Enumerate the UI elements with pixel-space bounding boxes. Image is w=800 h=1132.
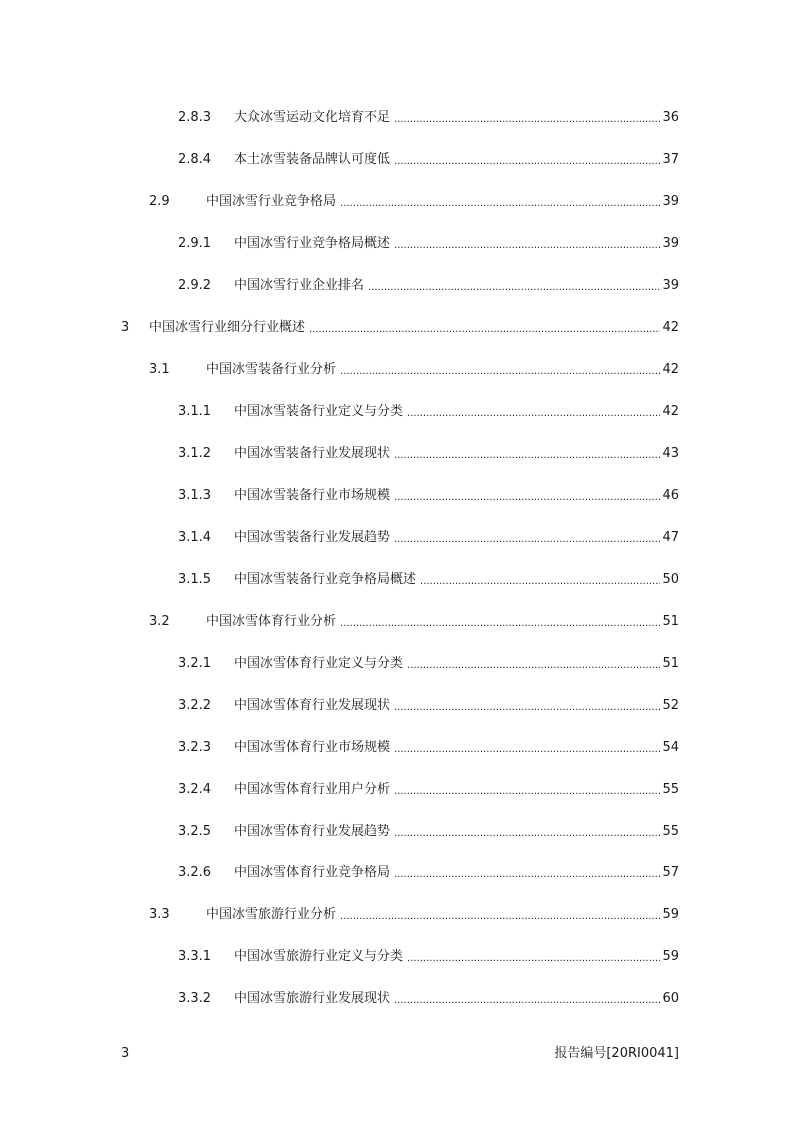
toc-entry-title: 中国冰雪体育行业发展现状 <box>234 698 391 713</box>
toc-entry-page: 36 <box>662 110 679 125</box>
toc-entry-title: 中国冰雪旅游行业发展现状 <box>234 991 391 1006</box>
toc-entry[interactable] <box>178 485 679 507</box>
toc-entry-number: 2.9 <box>149 194 170 209</box>
toc-leader-dots <box>407 948 660 970</box>
toc-entry-title: 中国冰雪体育行业定义与分类 <box>234 656 404 671</box>
toc-leader-dots <box>394 781 660 803</box>
toc-leader-dots <box>394 109 660 131</box>
toc-entry-title: 中国冰雪旅游行业分析 <box>206 907 337 922</box>
toc-entry-number: 3.1.1 <box>178 404 212 419</box>
toc-entry[interactable] <box>178 107 679 129</box>
toc-entry-page: 55 <box>662 782 679 797</box>
toc-entry-page: 50 <box>662 572 679 587</box>
toc-entry-number: 3.3 <box>149 907 170 922</box>
toc-entry-title: 中国冰雪装备行业竞争格局概述 <box>234 572 417 587</box>
toc-leader-dots <box>309 319 660 341</box>
toc-leader-dots <box>407 403 660 425</box>
toc-entry-number: 2.9.2 <box>178 278 212 293</box>
toc-entry[interactable] <box>178 527 679 549</box>
toc-entry[interactable] <box>178 862 679 884</box>
toc-entry-page: 60 <box>662 991 679 1006</box>
toc-entry-page: 54 <box>662 740 679 755</box>
toc-entry-number: 3.2.4 <box>178 782 212 797</box>
toc-entry-number: 3.1.5 <box>178 572 212 587</box>
toc-entry-number: 3.3.1 <box>178 949 212 964</box>
toc-entry-title: 中国冰雪体育行业竞争格局 <box>234 865 391 880</box>
toc-entry-number: 3.1 <box>149 362 170 377</box>
toc-entry-page: 59 <box>662 949 679 964</box>
toc-leader-dots <box>394 445 660 467</box>
toc-entry-page: 42 <box>662 362 679 377</box>
toc-entry-number: 2.8.4 <box>178 152 212 167</box>
toc-entry[interactable] <box>178 569 679 591</box>
toc-entry-number: 3.2.5 <box>178 824 212 839</box>
toc-entry-title: 中国冰雪装备行业市场规模 <box>234 488 391 503</box>
toc-entry-page: 37 <box>662 152 679 167</box>
toc-entry-title: 中国冰雪体育行业市场规模 <box>234 740 391 755</box>
toc-entry-number: 2.9.1 <box>178 236 212 251</box>
toc-entry-title: 中国冰雪装备行业发展趋势 <box>234 530 391 545</box>
toc-entry-number: 2.8.3 <box>178 110 212 125</box>
toc-entry[interactable] <box>149 359 679 381</box>
toc-entry-page: 39 <box>662 236 679 251</box>
toc-entry-page: 52 <box>662 698 679 713</box>
toc-leader-dots <box>394 739 660 761</box>
toc-entry[interactable] <box>149 611 679 633</box>
toc-entry-number: 3.2.3 <box>178 740 212 755</box>
toc-entry-page: 42 <box>662 320 679 335</box>
toc-entry[interactable] <box>121 317 679 339</box>
toc-entry-title: 中国冰雪行业竞争格局 <box>206 194 337 209</box>
toc-entry-page: 55 <box>662 824 679 839</box>
toc-entry-title: 中国冰雪行业企业排名 <box>234 278 365 293</box>
toc-leader-dots <box>394 823 660 845</box>
toc-leader-dots <box>340 193 660 215</box>
toc-entry[interactable] <box>178 653 679 675</box>
toc-entry-page: 46 <box>662 488 679 503</box>
footer-page-number: 3 <box>121 1046 130 1061</box>
toc-entry-number: 3.2 <box>149 614 170 629</box>
toc-entry-page: 57 <box>662 865 679 880</box>
toc-leader-dots <box>394 529 660 551</box>
toc-entry-page: 47 <box>662 530 679 545</box>
toc-entry[interactable] <box>178 737 679 759</box>
toc-leader-dots <box>340 906 660 928</box>
toc-entry[interactable] <box>149 191 679 213</box>
toc-entry[interactable] <box>178 149 679 171</box>
toc-entry[interactable] <box>178 401 679 423</box>
toc-entry-number: 3.2.2 <box>178 698 212 713</box>
toc-entry-title: 中国冰雪行业细分行业概述 <box>149 320 306 335</box>
toc-entry-number: 3.1.4 <box>178 530 212 545</box>
toc-entry[interactable] <box>178 695 679 717</box>
toc-entry-number: 3.2.1 <box>178 656 212 671</box>
toc-entry-title: 中国冰雪旅游行业定义与分类 <box>234 949 404 964</box>
toc-entry-page: 39 <box>662 194 679 209</box>
toc-leader-dots <box>394 697 660 719</box>
toc-entry-title: 中国冰雪装备行业定义与分类 <box>234 404 404 419</box>
toc-entry-title: 本土冰雪装备品牌认可度低 <box>234 152 391 167</box>
toc-leader-dots <box>407 655 660 677</box>
toc-entry-number: 3.3.2 <box>178 991 212 1006</box>
toc-entry[interactable] <box>149 904 679 926</box>
toc-leader-dots <box>394 235 660 257</box>
toc-entry-title: 中国冰雪行业竞争格局概述 <box>234 236 391 251</box>
toc-entry[interactable] <box>178 275 679 297</box>
toc-entry-page: 43 <box>662 446 679 461</box>
toc-entry[interactable] <box>178 779 679 801</box>
toc-entry-title: 中国冰雪体育行业发展趋势 <box>234 824 391 839</box>
toc-entry-title: 中国冰雪体育行业用户分析 <box>234 782 391 797</box>
toc-entry-title: 中国冰雪体育行业分析 <box>206 614 337 629</box>
toc-leader-dots <box>340 361 660 383</box>
toc-entry-title: 大众冰雪运动文化培育不足 <box>234 110 391 125</box>
toc-leader-dots <box>394 151 660 173</box>
toc-leader-dots <box>420 571 660 593</box>
toc-leader-dots <box>394 990 660 1012</box>
toc-entry-number: 3 <box>121 320 130 335</box>
toc-leader-dots <box>368 277 660 299</box>
toc-leader-dots <box>394 487 660 509</box>
toc-leader-dots <box>340 613 660 635</box>
toc-entry-page: 42 <box>662 404 679 419</box>
toc-entry[interactable] <box>178 946 679 968</box>
toc-entry-title: 中国冰雪装备行业发展现状 <box>234 446 391 461</box>
toc-entry-page: 39 <box>662 278 679 293</box>
footer-report-code: 报告编号[20RI0041] <box>554 1046 679 1061</box>
toc-entry-title: 中国冰雪装备行业分析 <box>206 362 337 377</box>
toc-entry-page: 51 <box>662 656 679 671</box>
toc-entry-page: 59 <box>662 907 679 922</box>
toc-entry[interactable] <box>178 233 679 255</box>
toc-entry-page: 51 <box>662 614 679 629</box>
toc-entry[interactable] <box>178 821 679 843</box>
toc-entry[interactable] <box>178 443 679 465</box>
toc-entry-number: 3.2.6 <box>178 865 212 880</box>
toc-entry-number: 3.1.3 <box>178 488 212 503</box>
toc-leader-dots <box>394 864 660 886</box>
toc-entry[interactable] <box>178 988 679 1010</box>
toc-entry-number: 3.1.2 <box>178 446 212 461</box>
